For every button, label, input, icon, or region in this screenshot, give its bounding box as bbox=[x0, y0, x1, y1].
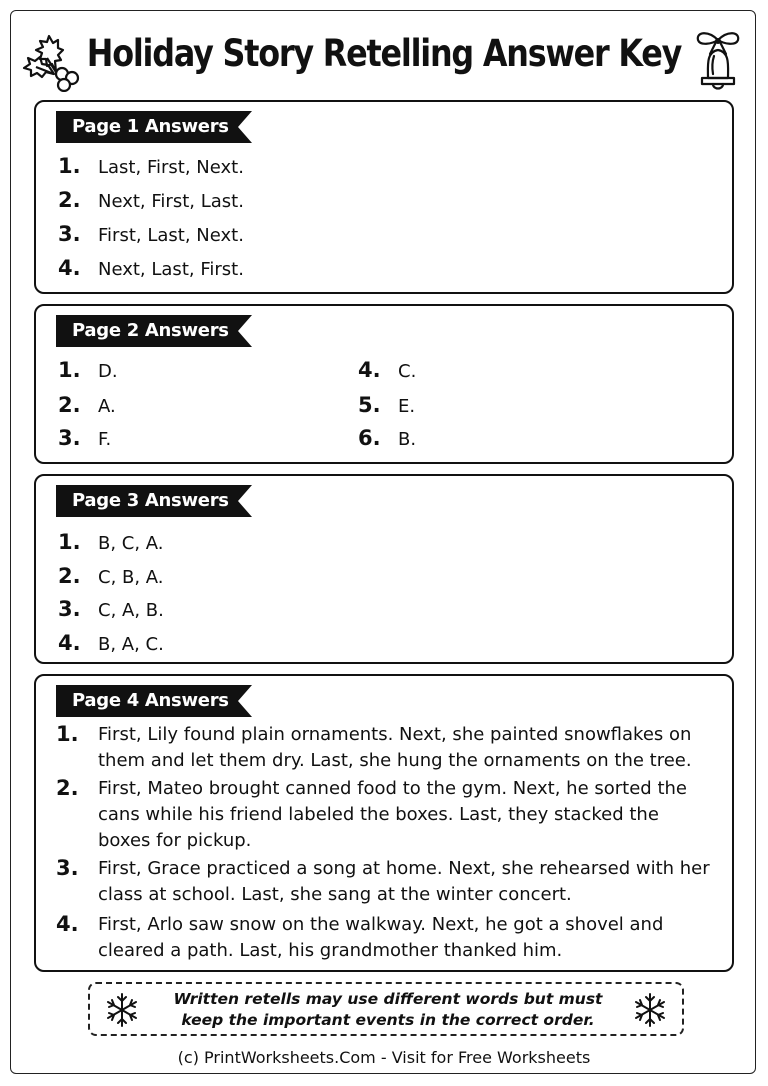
note-box bbox=[88, 982, 684, 1036]
answer-item bbox=[58, 597, 164, 621]
answer-item bbox=[56, 776, 716, 854]
snowflake-icon bbox=[104, 992, 140, 1028]
page-2-answers-section bbox=[34, 304, 734, 464]
answer-number: 4. bbox=[58, 256, 81, 280]
answer-item bbox=[58, 393, 116, 417]
answer-number: 1. bbox=[58, 530, 81, 554]
answer-number: 3. bbox=[58, 426, 81, 450]
page-1-answers-section bbox=[34, 100, 734, 294]
answer-number: 3. bbox=[56, 856, 79, 880]
page-4-answers-section bbox=[34, 674, 734, 972]
answer-number: 5. bbox=[358, 393, 381, 417]
answer-text: C, B, A. bbox=[98, 567, 164, 588]
answer-item bbox=[58, 222, 244, 246]
answer-number: 2. bbox=[58, 393, 81, 417]
note-text: Written retells may use different words but must keep the important events in the correct order. bbox=[173, 990, 603, 1029]
answer-number: 4. bbox=[358, 358, 381, 382]
answer-item bbox=[56, 912, 716, 964]
answer-item bbox=[358, 358, 416, 382]
answer-item bbox=[58, 154, 244, 178]
answer-item bbox=[358, 426, 416, 450]
answer-item bbox=[58, 188, 244, 212]
answer-number: 2. bbox=[56, 776, 79, 800]
answer-text: First, Mateo brought canned food to the gym. Next, he sorted the cans while his friend labeled the boxes. Last, they stacked the boxes for pickup. bbox=[98, 778, 687, 851]
answer-text: A. bbox=[98, 396, 116, 417]
answer-item bbox=[56, 722, 716, 774]
answer-text: E. bbox=[398, 396, 416, 417]
page-title: Holiday Story Retelling Answer Key bbox=[86, 32, 682, 75]
answer-item bbox=[58, 564, 164, 588]
answer-number: 1. bbox=[56, 722, 79, 746]
answer-item bbox=[358, 393, 415, 417]
header bbox=[0, 24, 768, 94]
answer-number: 6. bbox=[358, 426, 381, 450]
answer-text: D. bbox=[98, 361, 118, 382]
answer-text: C. bbox=[398, 361, 417, 382]
answer-item bbox=[56, 856, 716, 908]
answer-number: 1. bbox=[58, 358, 81, 382]
answer-number: 1. bbox=[58, 154, 81, 178]
answer-number: 4. bbox=[58, 631, 81, 655]
footer-text: (c) PrintWorksheets.Com - Visit for Free Worksheets bbox=[177, 1048, 591, 1067]
answer-text: Next, Last, First. bbox=[98, 259, 244, 280]
answer-text: B, A, C. bbox=[98, 634, 164, 655]
answer-item bbox=[58, 256, 244, 280]
answer-text: Last, First, Next. bbox=[98, 157, 244, 178]
answer-number: 2. bbox=[58, 188, 81, 212]
bell-icon bbox=[686, 26, 750, 96]
answer-item bbox=[58, 631, 164, 655]
page-3-answers-section bbox=[34, 474, 734, 664]
answer-text: First, Grace practiced a song at home. Next, she rehearsed with her class at school. Last, she sang at the winter concert. bbox=[98, 858, 710, 905]
answer-number: 3. bbox=[58, 222, 81, 246]
answer-text: Next, First, Last. bbox=[98, 191, 244, 212]
answer-item bbox=[58, 426, 111, 450]
answer-text: First, Lily found plain ornaments. Next, she painted snowflakes on them and let them dry. Last, she hung the ornaments on the tree. bbox=[98, 724, 692, 771]
answer-text: B, C, A. bbox=[98, 533, 164, 554]
section-heading: Page 3 Answers bbox=[72, 490, 229, 511]
answer-number: 4. bbox=[56, 912, 79, 936]
section-heading: Page 4 Answers bbox=[72, 690, 229, 711]
section-heading: Page 2 Answers bbox=[72, 320, 229, 341]
answer-text: F. bbox=[98, 429, 112, 450]
answer-item bbox=[58, 358, 118, 382]
answer-text: C, A, B. bbox=[98, 600, 164, 621]
answer-number: 3. bbox=[58, 597, 81, 621]
snowflake-icon bbox=[632, 992, 668, 1028]
section-heading: Page 1 Answers bbox=[72, 116, 229, 137]
answer-text: First, Arlo saw snow on the walkway. Next, he got a shovel and cleared a path. Last, his grandmother thanked him. bbox=[98, 914, 664, 961]
answer-text: First, Last, Next. bbox=[98, 225, 244, 246]
answer-text: B. bbox=[398, 429, 417, 450]
answer-item bbox=[58, 530, 164, 554]
answer-number: 2. bbox=[58, 564, 81, 588]
